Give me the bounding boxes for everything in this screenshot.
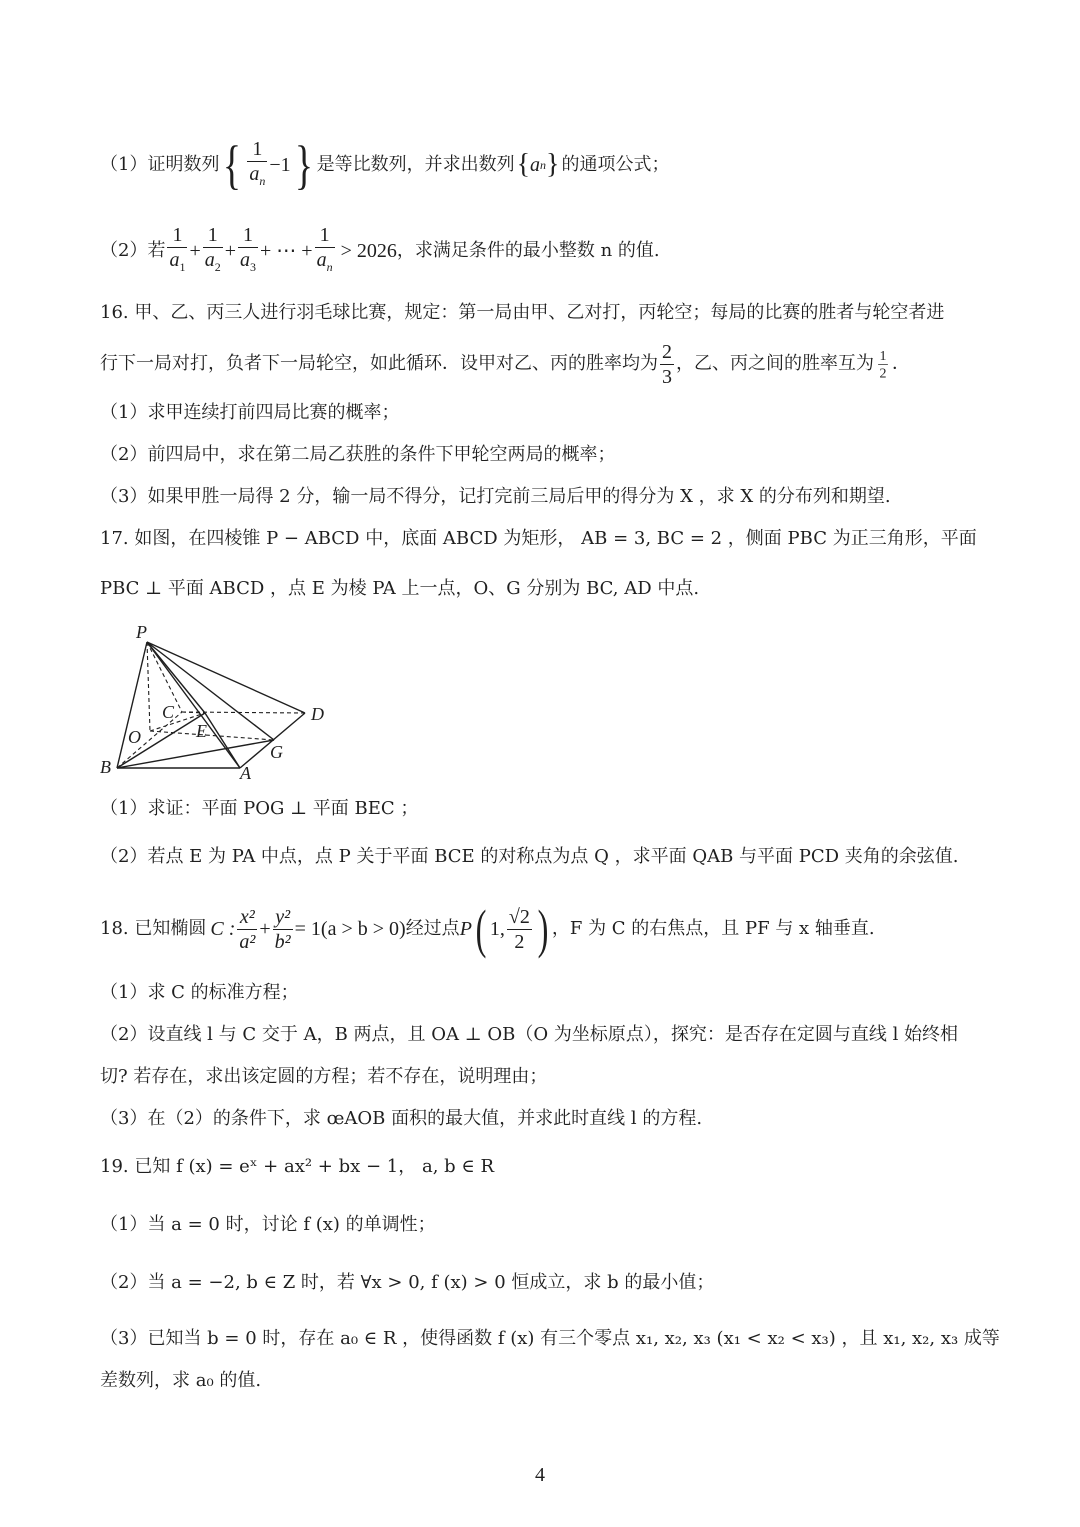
q18-sub1-text: （1）求 C 的标准方程；: [100, 982, 299, 1003]
q18-sub2-l1-text: （2）设直线 l 与 C 交于 A，B 两点，且 OA ⊥ OB（O 为坐标原点），探究：是否存在定圆与直线 l 始终相: [100, 1024, 959, 1045]
q19-sub2-text: （2）当 a = −2, b ∈ Z 时，若 ∀x > 0, f (x) > 0 恒成立，求 b 的最小值；: [100, 1272, 715, 1293]
q19-sub3-l1-text: （3）已知当 b = 0 时，存在 a₀ ∈ R ，使得函数 f (x) 有三个零点 x₁, x₂, x₃ (x₁ < x₂ < x₃) ，且 x₁, x₂, x₃ 成等: [100, 1328, 1000, 1349]
right-brace: }: [294, 135, 313, 195]
q17-line2-text: PBC ⊥ 平面 ABCD ，点 E 为棱 PA 上一点，O、G 分别为 BC, AD 中点.: [100, 578, 700, 599]
frac-den-sub: n: [259, 174, 266, 188]
frac-num: 1: [252, 138, 263, 160]
a2: a²: [239, 930, 256, 953]
seq-brace-left: {: [516, 149, 531, 180]
q15-frac-1-over-an: [247, 137, 267, 193]
frac-b-num: 1: [879, 347, 887, 363]
minus-one: −1: [269, 154, 291, 176]
frac-den: a: [249, 163, 260, 185]
q16-line2-a: 行下一局对打，负者下一局轮空，如此循环．设甲对乙、丙的胜率均为: [100, 353, 658, 374]
term-sub-2: 2: [214, 260, 221, 274]
page-number: 4: [535, 1464, 545, 1486]
q16-sub3-text: （3）如果甲胜一局得 2 分，输一局不得分，记打完前三局后甲的得分为 X ，求 X 的分布列和期望.: [100, 486, 891, 507]
term-sub-1: 1: [179, 260, 186, 274]
q16-line1-text: 16. 甲、乙、丙三人进行羽毛球比赛，规定：第一局由甲、乙对打，丙轮空；每局的比赛的胜者与轮空者进: [100, 302, 945, 323]
seq-an-sub: n: [540, 158, 547, 172]
q18-sub2-l2-text: 切? 若存在，求出该定圆的方程；若不存在，说明理由；: [100, 1066, 548, 1087]
q15-p2-prefix: （2）若: [100, 240, 166, 261]
label-A: A: [240, 763, 251, 783]
term-sub-n: n: [326, 260, 333, 274]
q15-p1-prefix: （1）证明数列: [100, 154, 220, 175]
term-sub-3: 3: [250, 260, 257, 274]
sqrt2: √2: [508, 905, 530, 928]
frac-b-den: 2: [879, 365, 887, 381]
q17-sub2-text: （2）若点 E 为 PA 中点，点 P 关于平面 BCE 的对称点为点 Q ，求平面 QAB 与平面 PCD 夹角的余弦值.: [100, 846, 959, 867]
label-D: D: [311, 704, 324, 724]
q15-part2: （2）若 $\frac{1}{a_1}$ + $\frac{1}{a_2}$ + $\frac{1}{a_3}$ + ⋯ + $\frac{1}{a_n}$ > 2026 ，求满足条件的最小整数 n 的值.: [0, 224, 1080, 278]
label-P: P: [136, 622, 147, 642]
pyramid-figure: [90, 616, 350, 786]
y2: y²: [275, 905, 291, 928]
q15-p1-suffix: 的通项公式；: [561, 154, 670, 175]
q18-mid: 经过点: [405, 918, 460, 939]
q19-stem-text: 19. 已知 f (x) = eˣ + ax² + bx − 1， a, b ∈ R: [100, 1156, 494, 1177]
frac-a-den: 3: [662, 365, 672, 388]
q16-line2: [0, 338, 1080, 390]
point-P: P: [459, 918, 472, 940]
dots: + ⋯ +: [260, 240, 313, 262]
q15-p1-mid: 是等比数列，并求出数列: [316, 154, 515, 175]
ellipse-C: C :: [210, 918, 236, 940]
q19-sub1-text: （1）当 a = 0 时，讨论 f (x) 的单调性；: [100, 1214, 436, 1235]
seq-brace-right: }: [546, 149, 560, 180]
q16-line2-c: ．: [892, 353, 910, 374]
label-G: G: [270, 742, 283, 762]
label-O: O: [128, 727, 141, 747]
x2: x²: [239, 905, 255, 928]
frac-a-num: 2: [662, 340, 672, 363]
q19-sub3-l2-text: 差数列，求 a₀ 的值.: [100, 1370, 262, 1391]
term-frac-n: $\frac{1}{a_n}$: [316, 224, 333, 274]
q18-prefix: 18. 已知椭圆: [100, 918, 207, 939]
q17-sub1-text: （1）求证：平面 POG ⊥ 平面 BEC ；: [100, 798, 419, 819]
eq-condition: = 1(a > b > 0): [294, 918, 406, 940]
term-frac-1: $\frac{1}{a_1}$: [169, 224, 186, 274]
q16-line2-b: ，乙、丙之间的胜率互为: [676, 353, 874, 374]
label-C: C: [162, 702, 175, 722]
paren-left: (: [475, 899, 487, 959]
point-x: 1,: [489, 918, 505, 940]
q15-p2-suffix: ，求满足条件的最小整数 n 的值.: [396, 240, 660, 261]
q16-sub1-text: （1）求甲连续打前四局比赛的概率；: [100, 402, 400, 423]
term-frac-3: $\frac{1}{a_3}$: [240, 224, 257, 274]
plus: +: [259, 918, 271, 940]
q17-line1-text: 17. 如图，在四棱锥 P − ABCD 中，底面 ABCD 为矩形， AB = 3, BC = 2 ，侧面 PBC 为正三角形，平面: [100, 528, 977, 549]
frac-y2-b2: [273, 905, 293, 954]
left-brace: {: [223, 135, 242, 195]
paren-right: ): [537, 899, 549, 959]
frac-two-thirds: [660, 340, 674, 389]
b2: b²: [274, 930, 291, 953]
rhs-2026: > 2026: [340, 240, 397, 262]
frac-sqrt2-over-2: [507, 905, 532, 954]
q18-stem: [0, 900, 1080, 958]
label-E: E: [196, 721, 207, 741]
q15-part1: [0, 135, 1080, 195]
frac-one-half: [878, 347, 888, 381]
frac-x2-a2: [237, 905, 257, 954]
q18-suffix: ，F 为 C 的右焦点，且 PF 与 x 轴垂直.: [551, 918, 875, 939]
term-frac-2: $\frac{1}{a_2}$: [204, 224, 221, 274]
q16-sub2-text: （2）前四局中，求在第二局乙获胜的条件下甲轮空两局的概率；: [100, 444, 616, 465]
label-B: B: [100, 757, 111, 777]
q18-sub3-text: （3）在（2）的条件下，求 œAOB 面积的最大值，并求此时直线 l 的方程.: [100, 1108, 703, 1129]
seq-an: a: [530, 154, 541, 176]
two: 2: [514, 930, 525, 953]
